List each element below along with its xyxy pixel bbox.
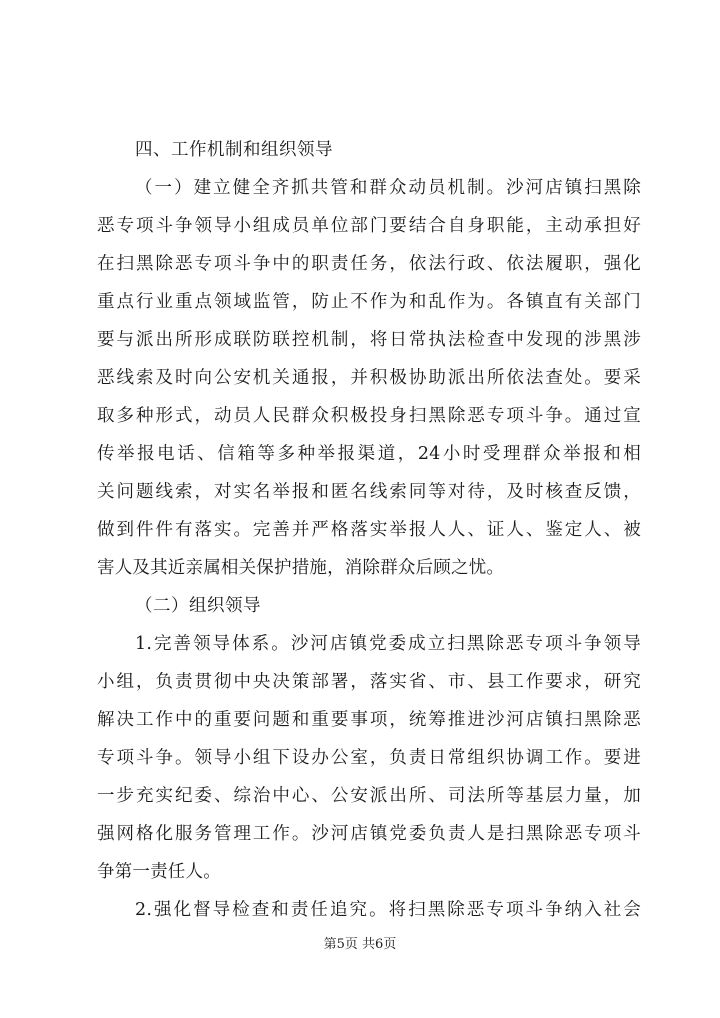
- paragraph3-line-1: 2.强化督导检查和责任追究。将扫黑除恶专项斗争纳入社会: [135, 900, 641, 920]
- paragraph1-line-3: 在扫黑除恶专项斗争中的职责任务，依法行政、依法履职，强化: [97, 254, 641, 274]
- paragraph1-line-1: （一）建立健全齐抓共管和群众动员机制。沙河店镇扫黑除: [135, 178, 641, 198]
- paragraph2-line-1: 1.完善领导体系。沙河店镇党委成立扫黑除恶专项斗争领导: [135, 634, 641, 654]
- paragraph2-line-3: 解决工作中的重要问题和重要事项，统筹推进沙河店镇扫黑除恶: [97, 710, 641, 730]
- paragraph2-line-6: 强网格化服务管理工作。沙河店镇党委负责人是扫黑除恶专项斗: [97, 824, 641, 844]
- paragraph2-line-7: 争第一责任人。: [97, 862, 221, 882]
- paragraph1-line-11: 害人及其近亲属相关保护措施，消除群众后顾之忧。: [97, 558, 505, 578]
- section-heading: 四、工作机制和组织领导: [135, 140, 333, 160]
- paragraph2-line-5: 一步充实纪委、综治中心、公安派出所、司法所等基层力量，加: [97, 786, 641, 806]
- paragraph2-line-2: 小组，负责贯彻中央决策部署，落实省、市、县工作要求，研究: [97, 672, 641, 692]
- paragraph1-line-6: 恶线索及时向公安机关通报，并积极协助派出所依法查处。要采: [97, 368, 641, 388]
- page-number-footer: 第5页 共6页: [323, 937, 397, 952]
- paragraph1-line-10: 做到件件有落实。完善并严格落实举报人人、证人、鉴定人、被: [97, 520, 641, 540]
- paragraph1-line-9: 关问题线索，对实名举报和匿名线索同等对待，及时核查反馈，: [97, 482, 641, 502]
- paragraph2-line-4: 专项斗争。领导小组下设办公室，负责日常组织协调工作。要进: [97, 748, 641, 768]
- paragraph1-line-7: 取多种形式，动员人民群众积极投身扫黑除恶专项斗争。通过宣: [97, 406, 641, 426]
- paragraph1-line-4: 重点行业重点领域监管，防止不作为和乱作为。各镇直有关部门: [97, 292, 641, 312]
- paragraph1-line-2: 恶专项斗争领导小组成员单位部门要结合自身职能，主动承担好: [97, 216, 641, 236]
- paragraph1-line-8: 传举报电话、信箱等多种举报渠道，24小时受理群众举报和相: [97, 444, 641, 464]
- subheading-organization: （二）组织领导: [135, 596, 261, 616]
- paragraph1-line-5: 要与派出所形成联防联控机制，将日常执法检查中发现的涉黑涉: [97, 330, 641, 350]
